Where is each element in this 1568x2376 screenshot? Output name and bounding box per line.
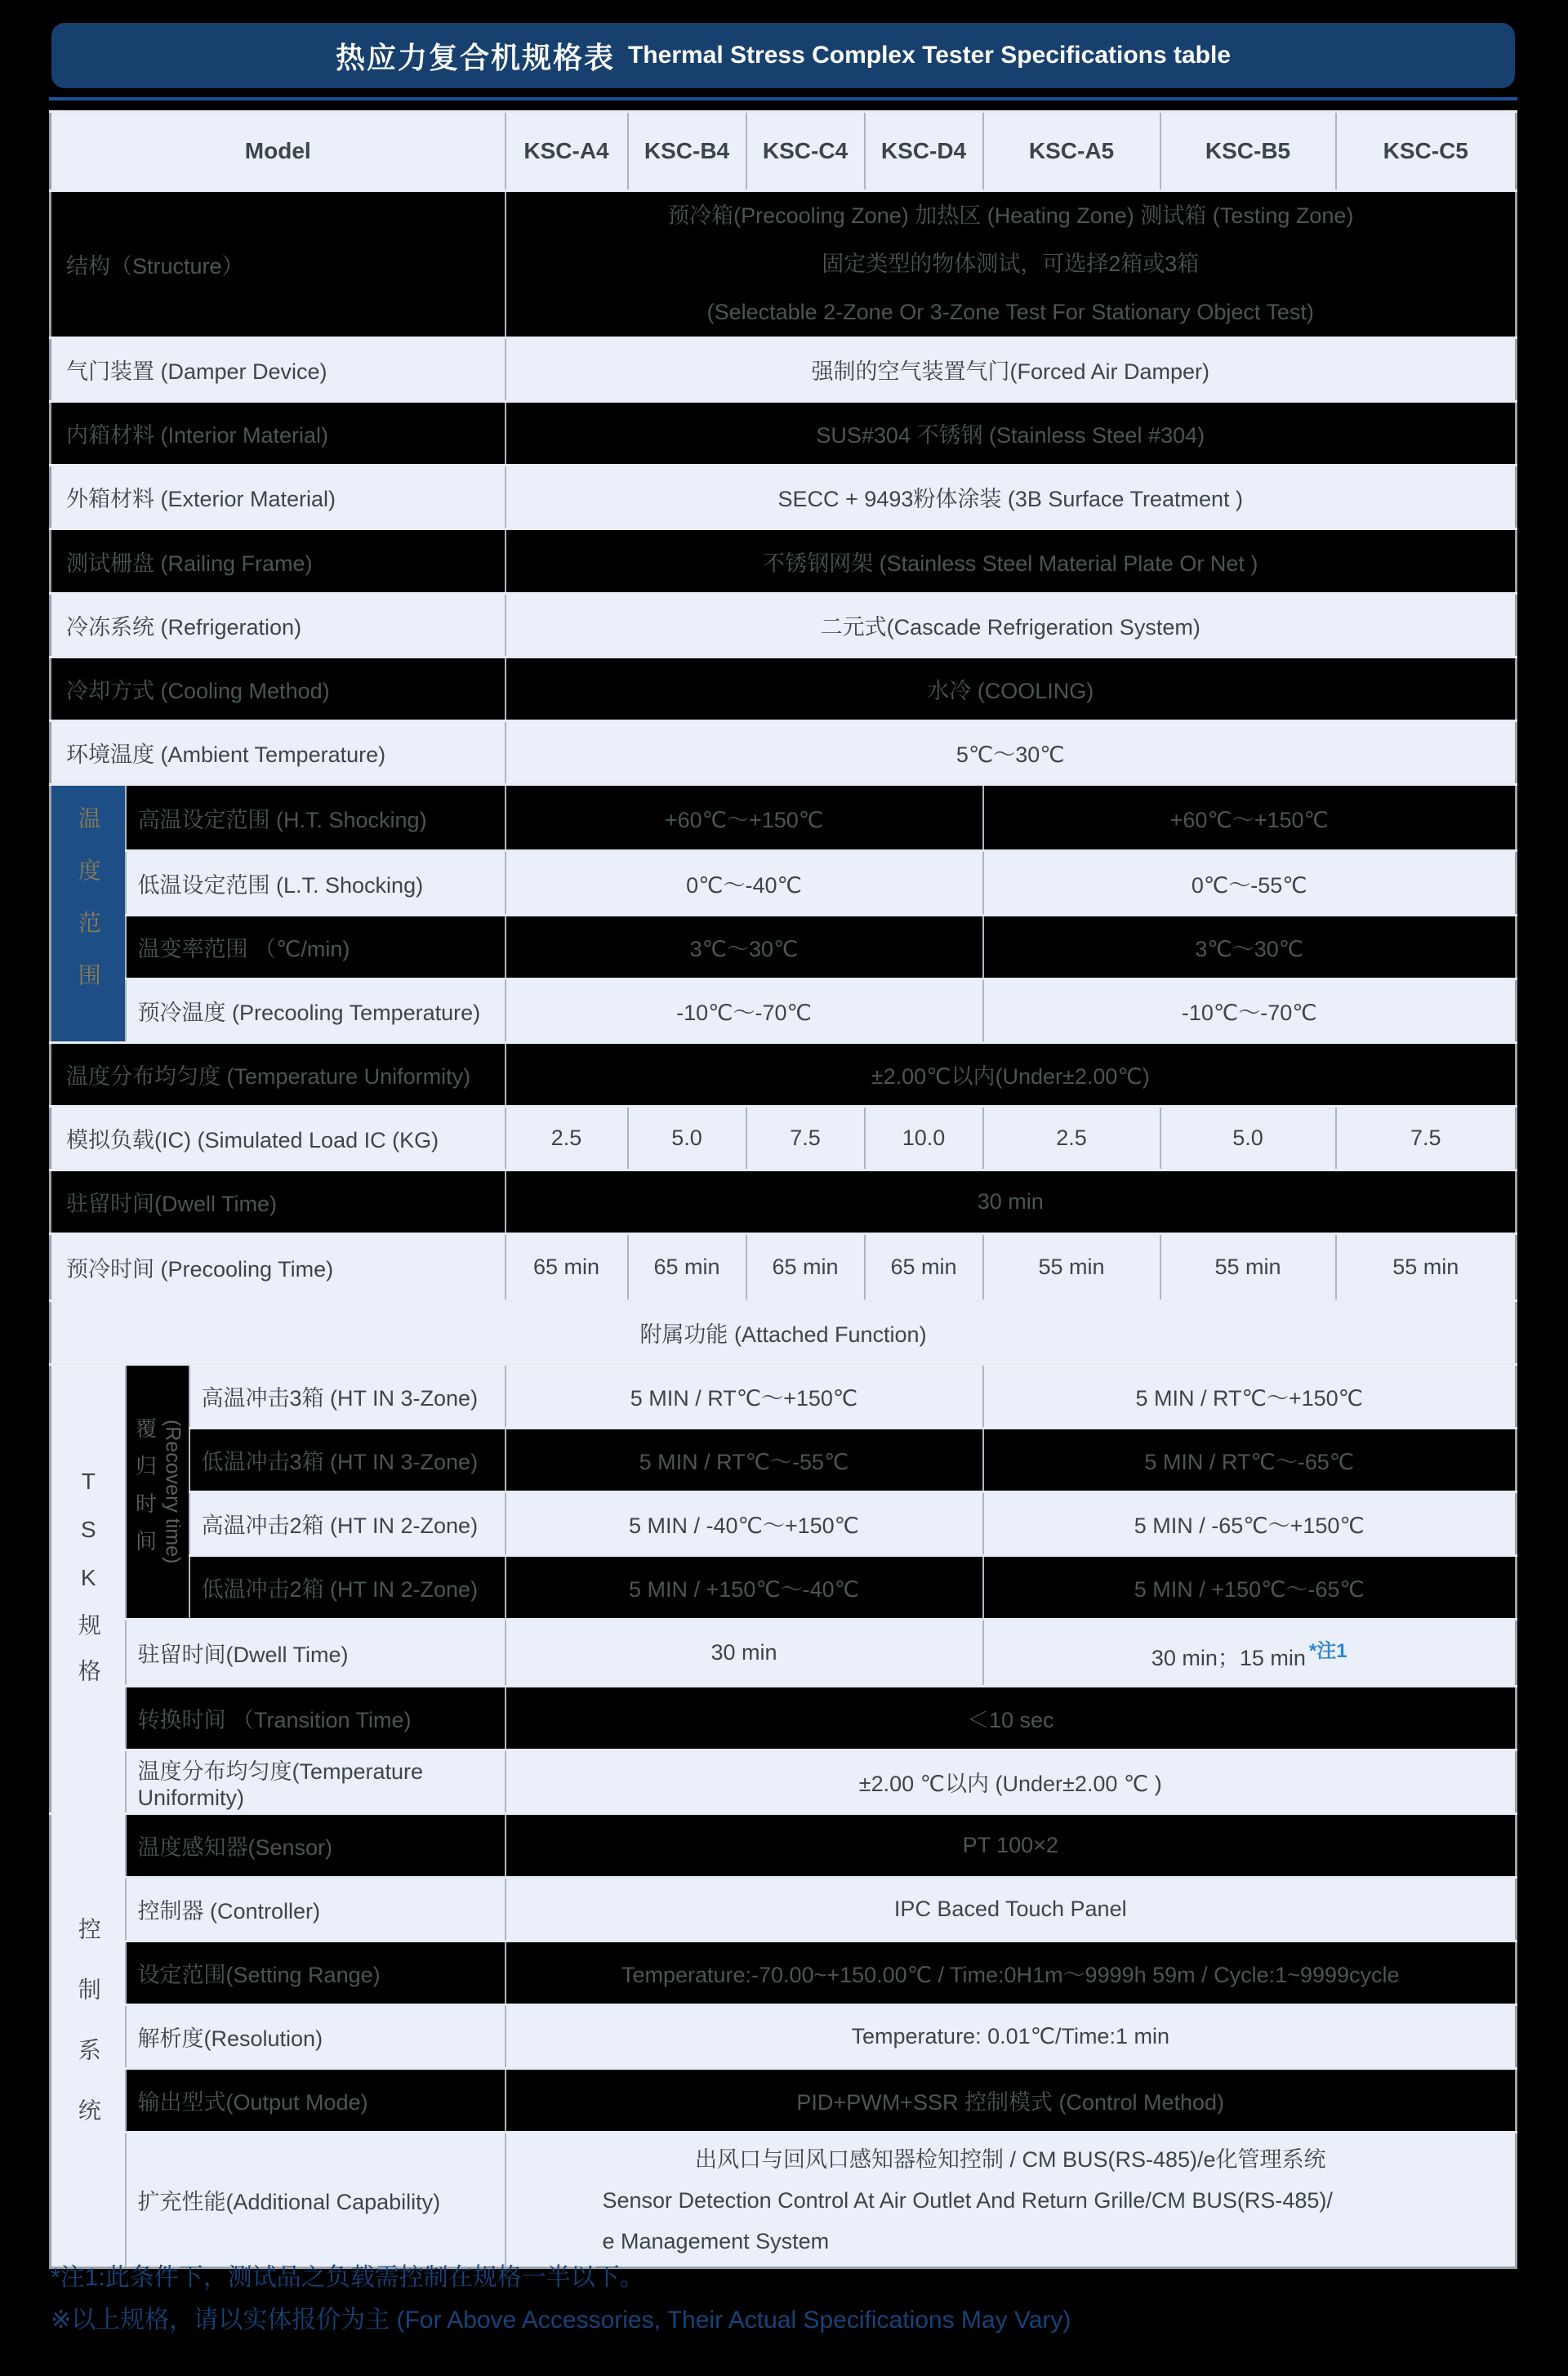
structure-row	[51, 191, 1517, 338]
tsk-dwell-time-5zone-text: 30 min；15 min	[1151, 1645, 1306, 1670]
sensor-value: PT 100×2	[506, 1814, 1517, 1878]
exterior-material-label: 外箱材料 (Exterior Material)	[51, 466, 506, 529]
dwell-time-label: 驻留时间(Dwell Time)	[51, 1170, 506, 1234]
model-col-ksc-b4: KSC-B4	[628, 112, 746, 191]
tsk-dwell-time-value-4zone: 30 min	[506, 1620, 983, 1687]
interior-material-label: 内箱材料 (Interior Material)	[51, 402, 506, 466]
lt-3zone-label: 低温冲击3箱 (HT IN 3-Zone)	[189, 1429, 506, 1492]
additional-capability-label: 扩充性能(Additional Capability)	[126, 2133, 506, 2268]
simulated-load-ksc-b5: 5.0	[1160, 1107, 1336, 1170]
tsk-uniformity-value: ±2.00 ℃以内 (Under±2.00 ℃ )	[506, 1750, 1517, 1814]
output-mode-label: 输出型式(Output Mode)	[126, 2069, 506, 2133]
precooling-temperature-row	[51, 979, 1517, 1043]
tsk-uniformity-label: 温度分布均匀度(Temperature Uniformity)	[126, 1750, 506, 1814]
output-mode-value: PID+PWM+SSR 控制模式 (Control Method)	[506, 2069, 1517, 2133]
ht-3zone-row	[51, 1365, 1517, 1429]
precooling-time-ksc-b5: 55 min	[1160, 1234, 1336, 1301]
attached-function-header: 附属功能 (Attached Function)	[51, 1301, 1517, 1365]
additional-capability-line-3: e Management System	[602, 2228, 830, 2253]
controller-label: 控制器 (Controller)	[126, 1878, 506, 1941]
ht-shocking-label: 高温设定范围 (H.T. Shocking)	[126, 785, 506, 851]
lt-2zone-value-5zone: 5 MIN / +150℃～-65℃	[983, 1556, 1517, 1620]
interior-material-value: SUS#304 不锈钢 (Stainless Steel #304)	[506, 402, 1517, 466]
title-divider	[49, 97, 1517, 100]
resolution-value: Temperature: 0.01℃/Time:1 min	[506, 2005, 1517, 2069]
dwell-time-row	[51, 1170, 1517, 1234]
output-mode-row	[51, 2069, 1517, 2133]
setting-range-label: 设定范围(Setting Range)	[126, 1941, 506, 2005]
refrigeration-value: 二元式(Cascade Refrigeration System)	[506, 594, 1517, 658]
spec-table	[49, 110, 1517, 2269]
lt-2zone-label: 低温冲击2箱 (HT IN 2-Zone)	[189, 1556, 506, 1620]
ramp-rate-value-5zone: 3℃～30℃	[983, 916, 1517, 979]
transition-time-row	[51, 1687, 1517, 1750]
transition-time-label: 转换时间 （Transition Time)	[126, 1687, 506, 1750]
precooling-time-ksc-c5: 55 min	[1336, 1234, 1517, 1301]
lt-3zone-row	[51, 1429, 1517, 1492]
precooling-time-row	[51, 1234, 1517, 1301]
ambient-temperature-label: 环境温度 (Ambient Temperature)	[51, 721, 506, 785]
setting-range-row	[51, 1941, 1517, 2005]
cooling-method-row	[51, 658, 1517, 721]
refrigeration-label: 冷冻系统 (Refrigeration)	[51, 594, 506, 658]
ht-3zone-label: 高温冲击3箱 (HT IN 3-Zone)	[189, 1365, 506, 1429]
structure-line-3: (Selectable 2-Zone Or 3-Zone Test For Stationary Object Test)	[706, 300, 1314, 324]
damper-row	[51, 338, 1517, 402]
damper-label: 气门装置 (Damper Device)	[51, 338, 506, 402]
simulated-load-ksc-c5: 7.5	[1336, 1107, 1517, 1170]
precooling-time-label: 预冷时间 (Precooling Time)	[51, 1234, 506, 1301]
lt-2zone-value-4zone: 5 MIN / +150℃～-40℃	[506, 1556, 983, 1620]
precooling-temperature-label: 预冷温度 (Precooling Temperature)	[126, 979, 506, 1043]
ramp-rate-value-4zone: 3℃～30℃	[506, 916, 983, 979]
precooling-time-ksc-a4: 65 min	[506, 1234, 628, 1301]
ht-shocking-value-5zone: +60℃～+150℃	[983, 785, 1517, 851]
page-title-zh: 热应力复合机规格表	[335, 40, 615, 74]
precooling-time-ksc-c4: 65 min	[746, 1234, 865, 1301]
temp-range-group-label	[51, 785, 126, 1043]
model-col-ksc-b5: KSC-B5	[1160, 112, 1336, 191]
note1-ref: *注1	[1308, 1639, 1348, 1662]
sensor-row	[51, 1814, 1517, 1878]
ht-2zone-label: 高温冲击2箱 (HT IN 2-Zone)	[189, 1492, 506, 1556]
cooling-method-value: 水冷 (COOLING)	[506, 658, 1517, 721]
refrigeration-row	[51, 594, 1517, 658]
ramp-rate-row	[51, 916, 1517, 979]
railing-frame-label: 测试栅盘 (Railing Frame)	[51, 529, 506, 594]
recovery-time-group-label	[126, 1365, 189, 1620]
structure-line-2: 固定类型的物体测试，可选择2箱或3箱	[822, 252, 1200, 276]
structure-line-1: 预冷箱(Precooling Zone) 加热区 (Heating Zone) 测试箱 (Testing Zone)	[667, 203, 1354, 228]
control-system-group-label	[51, 1814, 126, 2268]
ambient-temperature-value: 5℃～30℃	[506, 721, 1517, 785]
lt-shocking-label: 低温设定范围 (L.T. Shocking)	[126, 851, 506, 916]
exterior-material-row	[51, 466, 1517, 529]
ht-shocking-value-4zone: +60℃～+150℃	[506, 785, 983, 851]
temperature-uniformity-label: 温度分布均匀度 (Temperature Uniformity)	[51, 1043, 506, 1107]
railing-frame-value: 不锈钢网架 (Stainless Steel Material Plate Or Net )	[506, 529, 1517, 594]
tsk-uniformity-row	[51, 1750, 1517, 1814]
simulated-load-row	[51, 1107, 1517, 1170]
temperature-uniformity-value: ±2.00℃以内(Under±2.00℃)	[506, 1043, 1517, 1107]
sensor-label: 温度感知器(Sensor)	[126, 1814, 506, 1878]
tsk-dwell-time-value-5zone	[983, 1620, 1517, 1687]
controller-row	[51, 1878, 1517, 1941]
structure-label: 结构（Structure）	[51, 191, 506, 338]
ht-3zone-value-5zone: 5 MIN / RT℃～+150℃	[983, 1365, 1517, 1429]
lt-shocking-row	[51, 851, 1517, 916]
lt-3zone-value-5zone: 5 MIN / RT℃～-65℃	[983, 1429, 1517, 1492]
additional-capability-line-1: 出风口与回风口感知器检知控制 / CM BUS(RS-485)/e化管理系统	[694, 2146, 1326, 2172]
model-col-ksc-c5: KSC-C5	[1336, 112, 1517, 191]
controller-value: IPC Baced Touch Panel	[506, 1878, 1517, 1941]
precooling-time-ksc-d4: 65 min	[865, 1234, 983, 1301]
dwell-time-value: 30 min	[506, 1170, 1517, 1234]
model-col-ksc-d4: KSC-D4	[865, 112, 983, 191]
interior-material-row	[51, 402, 1517, 466]
ht-2zone-value-4zone: 5 MIN / -40℃～+150℃	[506, 1492, 983, 1556]
cooling-method-label: 冷却方式 (Cooling Method)	[51, 658, 506, 721]
simulated-load-ksc-a5: 2.5	[983, 1107, 1160, 1170]
lt-shocking-value-5zone: 0℃～-55℃	[983, 851, 1517, 916]
simulated-load-label: 模拟负载(IC) (Simulated Load IC (KG)	[51, 1107, 506, 1170]
model-col-ksc-a5: KSC-A5	[983, 112, 1160, 191]
simulated-load-ksc-d4: 10.0	[865, 1107, 983, 1170]
recovery-time-text-zh: 覆归时间	[132, 1416, 158, 1567]
resolution-row	[51, 2005, 1517, 2069]
precooling-temperature-value-4zone: -10℃～-70℃	[506, 979, 983, 1043]
ambient-temperature-row	[51, 721, 1517, 785]
ht-2zone-value-5zone: 5 MIN / -65℃～+150℃	[983, 1492, 1517, 1556]
ht-2zone-row	[51, 1492, 1517, 1556]
model-col-ksc-a4: KSC-A4	[506, 112, 628, 191]
model-col-ksc-c4: KSC-C4	[746, 112, 865, 191]
tsk-group-label	[51, 1365, 126, 1814]
lt-shocking-value-4zone: 0℃～-40℃	[506, 851, 983, 916]
simulated-load-ksc-b4: 5.0	[628, 1107, 746, 1170]
transition-time-value: ＜10 sec	[506, 1687, 1517, 1750]
exterior-material-value: SECC + 9493粉体涂装 (3B Surface Treatment )	[506, 466, 1517, 529]
additional-capability-value	[506, 2133, 1517, 2268]
additional-capability-line-2: Sensor Detection Control At Air Outlet And Return Grille/CM BUS(RS-485)/	[602, 2187, 1333, 2213]
precooling-time-ksc-b4: 65 min	[628, 1234, 746, 1301]
additional-capability-row	[51, 2133, 1517, 2268]
attached-function-row	[51, 1301, 1517, 1365]
temperature-uniformity-row	[51, 1043, 1517, 1107]
precooling-temperature-value-5zone: -10℃～-70℃	[983, 979, 1517, 1043]
ht-3zone-value-4zone: 5 MIN / RT℃～+150℃	[506, 1365, 983, 1429]
page-title-en: Thermal Stress Complex Tester Specifications table	[627, 42, 1232, 69]
railing-frame-row	[51, 529, 1517, 594]
tsk-dwell-time-row	[51, 1620, 1517, 1687]
simulated-load-ksc-c4: 7.5	[746, 1107, 865, 1170]
recovery-time-text-en: (Recovery time)	[161, 1420, 185, 1564]
simulated-load-ksc-a4: 2.5	[506, 1107, 628, 1170]
title-bar	[51, 23, 1515, 88]
setting-range-value: Temperature:-70.00~+150.00℃ / Time:0H1m～9999h 59m / Cycle:1~9999cycle	[506, 1941, 1517, 2005]
lt-2zone-row	[51, 1556, 1517, 1620]
ht-shocking-row	[51, 785, 1517, 851]
structure-value	[506, 191, 1517, 338]
precooling-time-ksc-a5: 55 min	[983, 1234, 1160, 1301]
damper-value: 强制的空气装置气门(Forced Air Damper)	[506, 338, 1517, 402]
footnote-2: ※以上规格，请以实体报价为主 (For Above Accessories, Their Actual Specifications May Vary)	[51, 2307, 1071, 2334]
tsk-dwell-time-label: 驻留时间(Dwell Time)	[126, 1620, 506, 1687]
model-header-label: Model	[51, 112, 506, 191]
control-system-group-text: 控制系统	[75, 1917, 101, 2159]
lt-3zone-value-4zone: 5 MIN / RT℃～-55℃	[506, 1429, 983, 1492]
temp-range-group-text: 温度范围	[75, 806, 101, 1015]
ramp-rate-label: 温变率范围 （℃/min)	[126, 916, 506, 979]
resolution-label: 解析度(Resolution)	[126, 2005, 506, 2069]
model-header-row	[51, 112, 1517, 191]
tsk-group-text: TSK规格	[75, 1468, 101, 1705]
footnote-1: *注1:此条件下，测试品之负载需控制在规格一半以下。	[51, 2264, 644, 2291]
